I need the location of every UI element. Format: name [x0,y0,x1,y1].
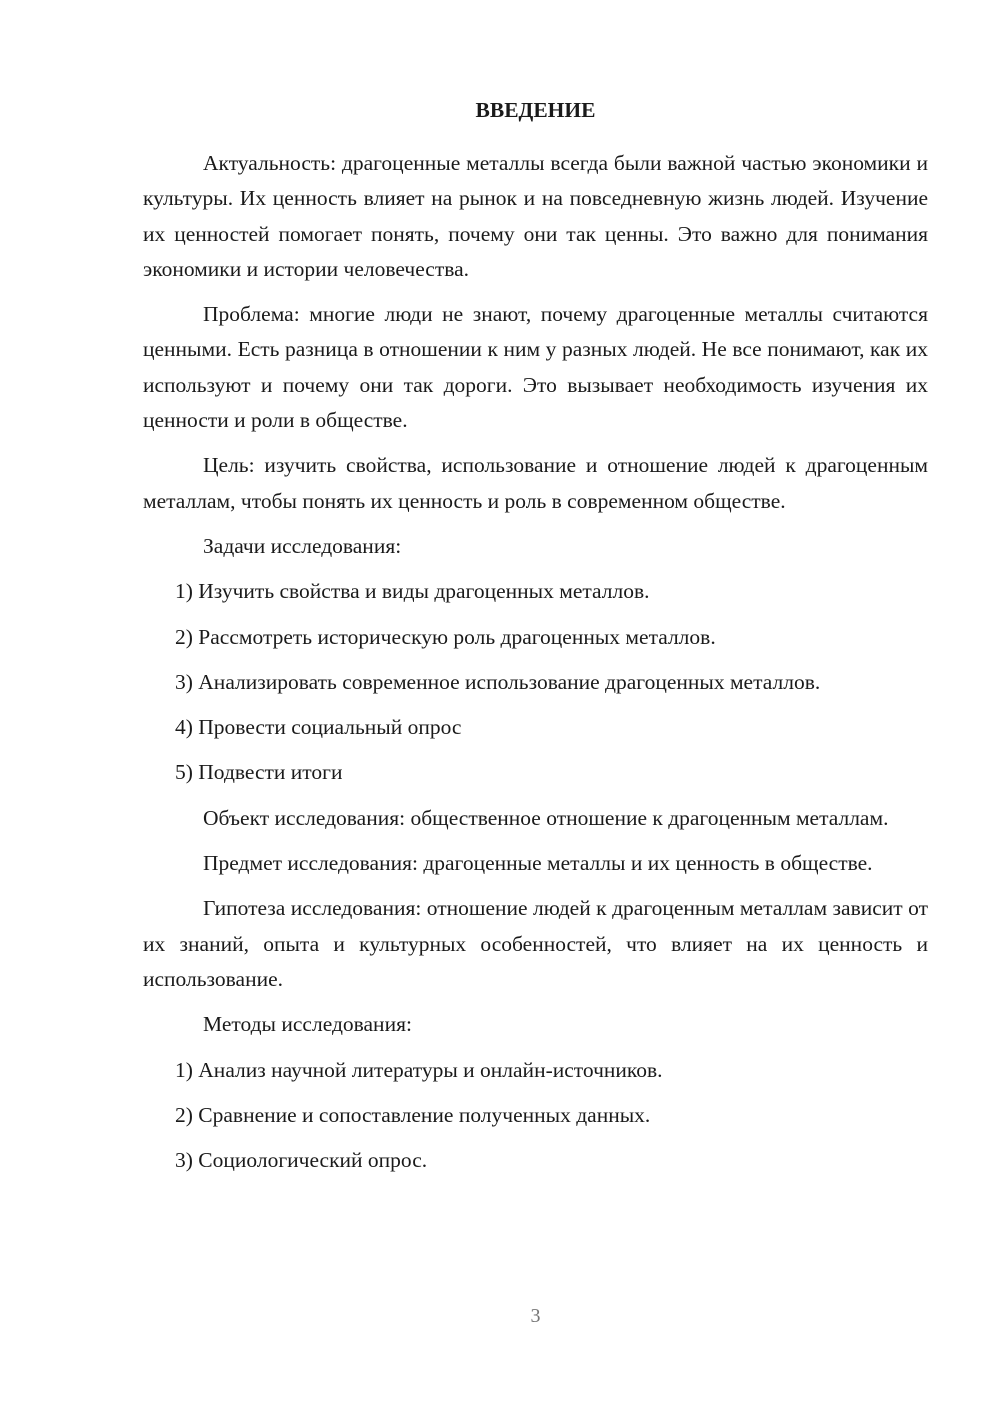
problem-paragraph: Проблема: многие люди не знают, почему драгоценные металлы считаются ценными. Есть разница в отношении к ним у разных людей. Не все понимают, как их используют и почему они так дороги. Это вызывает необходимость изучения их ценности и роли в обществе. [143,302,928,433]
subject-paragraph: Предмет исследования: драгоценные металлы и их ценность в обществе. [203,851,873,876]
task-item: 5) Подвести итоги [175,760,343,785]
tasks-heading: Задачи исследования: [203,533,402,558]
goal-paragraph: Цель: изучить свойства, использование и отношение людей к драгоценным металлам, чтобы понять их ценность и роль в современном обществе. [143,453,928,513]
hypothesis-paragraph: Гипотеза исследования: отношение людей к драгоценным металлам зависит от их знаний, опыта и культурных особенностей, что влияет на их ценность и использование. [143,896,928,991]
relevance-paragraph: Актуальность: драгоценные металлы всегда были важной частью экономики и культуры. Их ценность влияет на рынок и на повседневную жизнь людей. Изучение их ценностей помогает понять, почему они так ценны. Это важно для понимания экономики и истории человечества. [143,151,928,281]
task-item: 1) Изучить свойства и виды драгоценных металлов. [175,579,650,604]
task-item: 3) Анализировать современное использование драгоценных металлов. [175,669,821,694]
method-item: 1) Анализ научной литературы и онлайн-источников. [175,1057,663,1082]
object-paragraph: Объект исследования: общественное отношение к драгоценным металлам. [203,805,889,830]
page-number: 3 [530,1305,541,1327]
method-item: 2) Сравнение и сопоставление полученных данных. [175,1102,651,1127]
method-item: 3) Социологический опрос. [175,1148,428,1173]
document-page [143,96,928,1188]
task-item: 4) Провести социальный опрос [175,715,462,740]
methods-heading: Методы исследования: [203,1012,412,1037]
section-title: ВВЕДЕНИЕ [475,98,596,122]
task-item: 2) Рассмотреть историческую роль драгоценных металлов. [175,624,716,649]
